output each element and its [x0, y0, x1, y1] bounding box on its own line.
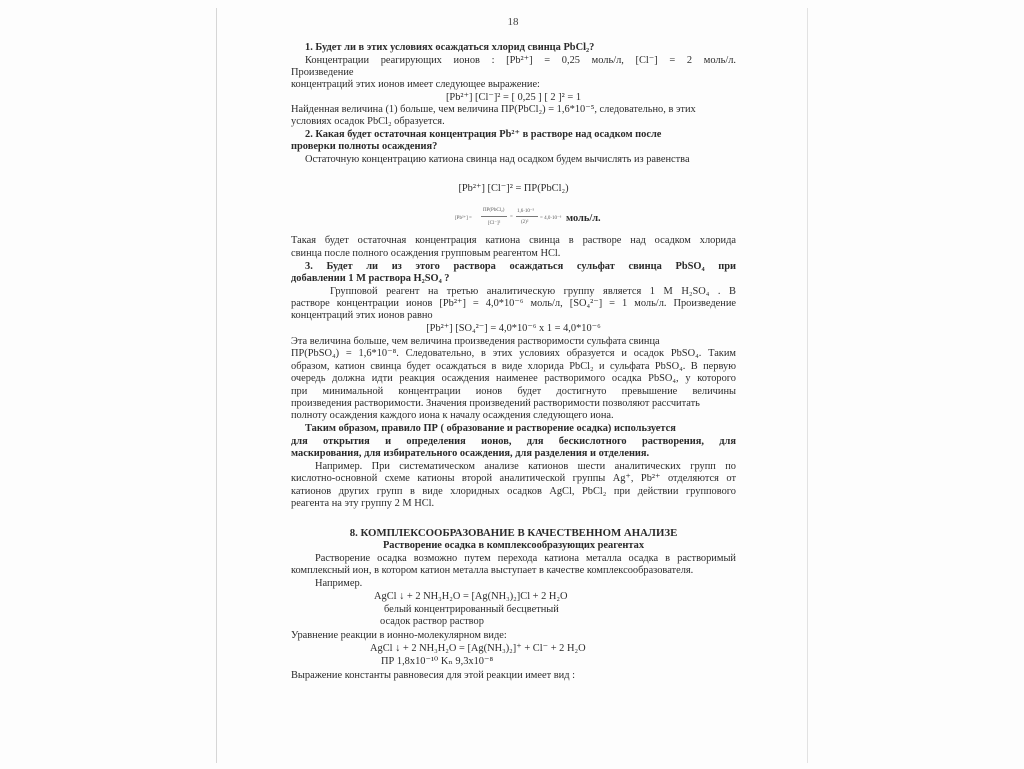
text-line: полноту осаждения каждого иона к началу осаждения следующего иона. [291, 410, 614, 421]
reaction-equation: AgCl ↓ + 2 NH₃H₂O = [Ag(NH₃)₂]Cl + 2 H₂O [374, 591, 568, 602]
text-line: Такая будет остаточная концентрация катиона свинца в растворе над осадком хлорида [291, 235, 736, 246]
text-line: Уравнение реакции в ионно-молекулярном виде: [291, 630, 507, 641]
text-line: реагента на эту группу 2 М HCl. [291, 498, 435, 509]
formula-denominator: [Cl⁻]² [488, 221, 501, 226]
text-line: Например. При систематическом анализе катионов шести аналитических групп по [315, 461, 736, 472]
text-line: очередь должна идти реакция осаждения наименее растворимого осадка PbSO₄, у которого [291, 373, 736, 384]
question-3-cont: добавлении 1 М раствора H₂SO₄ ? [291, 273, 450, 284]
question-3: 3. Будет ли из этого раствора осаждаться сульфат свинца PbSO₄ при [305, 261, 736, 272]
formula-line: [Pb²⁺] [Cl⁻]² = ПР(PbCl₂) [458, 183, 569, 194]
fraction-bar [481, 216, 507, 217]
formula-lhs: [Pb²⁺] = [455, 216, 472, 221]
text-line: Концентрации реагирующих ионов : [Pb²⁺] = 0,25 моль/л, [Cl⁻] = 2 моль/л. [305, 55, 736, 66]
reaction-constants: ПР 1,8х10⁻¹⁰ Kₙ 9,3х10⁻⁸ [381, 656, 494, 667]
text-line: концентраций этих ионов равно [291, 310, 433, 321]
text-line: Выражение константы равновесия для этой реакции имеет вид : [291, 670, 575, 681]
question-2-cont: проверки полноты осаждения? [291, 141, 438, 152]
text-line: Например. [315, 578, 363, 589]
formula-line: [Pb²⁺] [Cl⁻]² = [ 0,25 ] [ 2 ]² = 1 [445, 92, 582, 103]
formula-numerator-value: 1,6·10⁻⁵ [517, 209, 535, 214]
fraction-formula [455, 206, 655, 232]
question-1: 1. Будет ли в этих условиях осаждаться хлорид свинца PbCl₂? [305, 42, 595, 53]
section-heading: 8. КОМПЛЕКСООБРАЗОВАНИЕ В КАЧЕСТВЕННОМ АНАЛИЗЕ [349, 527, 678, 539]
reaction-labels: белый концентрированный бесцветный [384, 604, 559, 615]
formula-line: [Pb²⁺] [SO₄²⁻] = 4,0*10⁻⁶ х 1 = 4,0*10⁻⁶ [426, 323, 601, 334]
question-2: 2. Какая будет остаточная концентрация Pb²⁺ в растворе над осадком после [305, 129, 662, 140]
text-line: Остаточную концентрацию катиона свинца над осадком будем вычислять из равенства [305, 154, 690, 165]
formula-result: = 4,0·10⁻⁶ [540, 216, 562, 221]
page-number: 18 [507, 16, 519, 28]
formula-numerator: ПР(PbCl₂) [483, 208, 505, 213]
text-line: при минимальной концентрации ионов будет достигнуто превышение величины [291, 386, 736, 397]
conclusion-line: маскирования, для избирательного осаждения, для разделения и отделения. [291, 448, 650, 459]
subsection-heading: Растворение осадка в комплексообразующих реагентах [382, 540, 645, 551]
conclusion-line: Таким образом, правило ПР ( образование и растворение осадка) используется [305, 423, 676, 434]
text-line: произведения растворимости. Значения произведений растворимости позволяют рассчитать [291, 398, 700, 409]
formula-unit: моль/л. [566, 213, 601, 224]
reaction-labels: осадок раствор раствор [380, 616, 484, 627]
text-line: катионов других групп в виде хлоридных осадков AgCl, PbCl₂ при действии группового [291, 486, 736, 497]
text-line: условиях осадок PbCl₂ образуется. [291, 116, 445, 127]
text-line: Эта величина больше, чем величина произведения растворимости сульфата свинца [291, 336, 660, 347]
text-line: растворе концентрации ионов [Pb²⁺] = 4,0*10⁻⁶ моль/л, [SO₄²⁻] = 1 моль/л. Произведение [291, 298, 736, 309]
text-line: комплексный ион, в котором катион металла выступает в качестве комплексообразователя. [291, 565, 694, 576]
conclusion-line: для открытия и определения ионов, для бескислотного растворения, для [291, 436, 736, 447]
fraction-bar [516, 216, 538, 217]
text-line: Найденная величина (1) больше, чем величина ПР(PbCl₂) = 1,6*10⁻⁵, следовательно, в этих [291, 104, 696, 115]
formula-equals: = [510, 215, 513, 220]
text-line: ПР(PbSO₄) = 1,6*10⁻⁸. Следовательно, в этих условиях образуется и осадок PbSO₄. Таким [291, 348, 736, 359]
text-line: концентраций этих ионов имеет следующее выражение: [291, 79, 540, 90]
text-line: образом, катион свинца будет осаждаться в виде хлорида PbCl₂ и сульфата PbSO₄. В первую [291, 361, 736, 372]
reaction-equation: AgCl ↓ + 2 NH₃H₂O = [Ag(NH₃)₂]⁺ + Cl⁻ + 2 H₂O [370, 643, 586, 654]
text-line: свинца после полного осаждения групповым реагентом HCl. [291, 248, 561, 259]
text-line: кислотно-основной схеме катионы второй аналитической группы Ag⁺, Pb²⁺ отделяются от [291, 473, 736, 484]
text-line: Произведение [291, 67, 354, 78]
formula-denominator-value: (2)² [521, 220, 529, 225]
text-line: Групповой реагент на третью аналитическую группу является 1 М H₂SO₄ . В [330, 286, 736, 297]
text-line: Растворение осадка возможно путем перехода катиона металла осадка в растворимый [315, 553, 736, 564]
